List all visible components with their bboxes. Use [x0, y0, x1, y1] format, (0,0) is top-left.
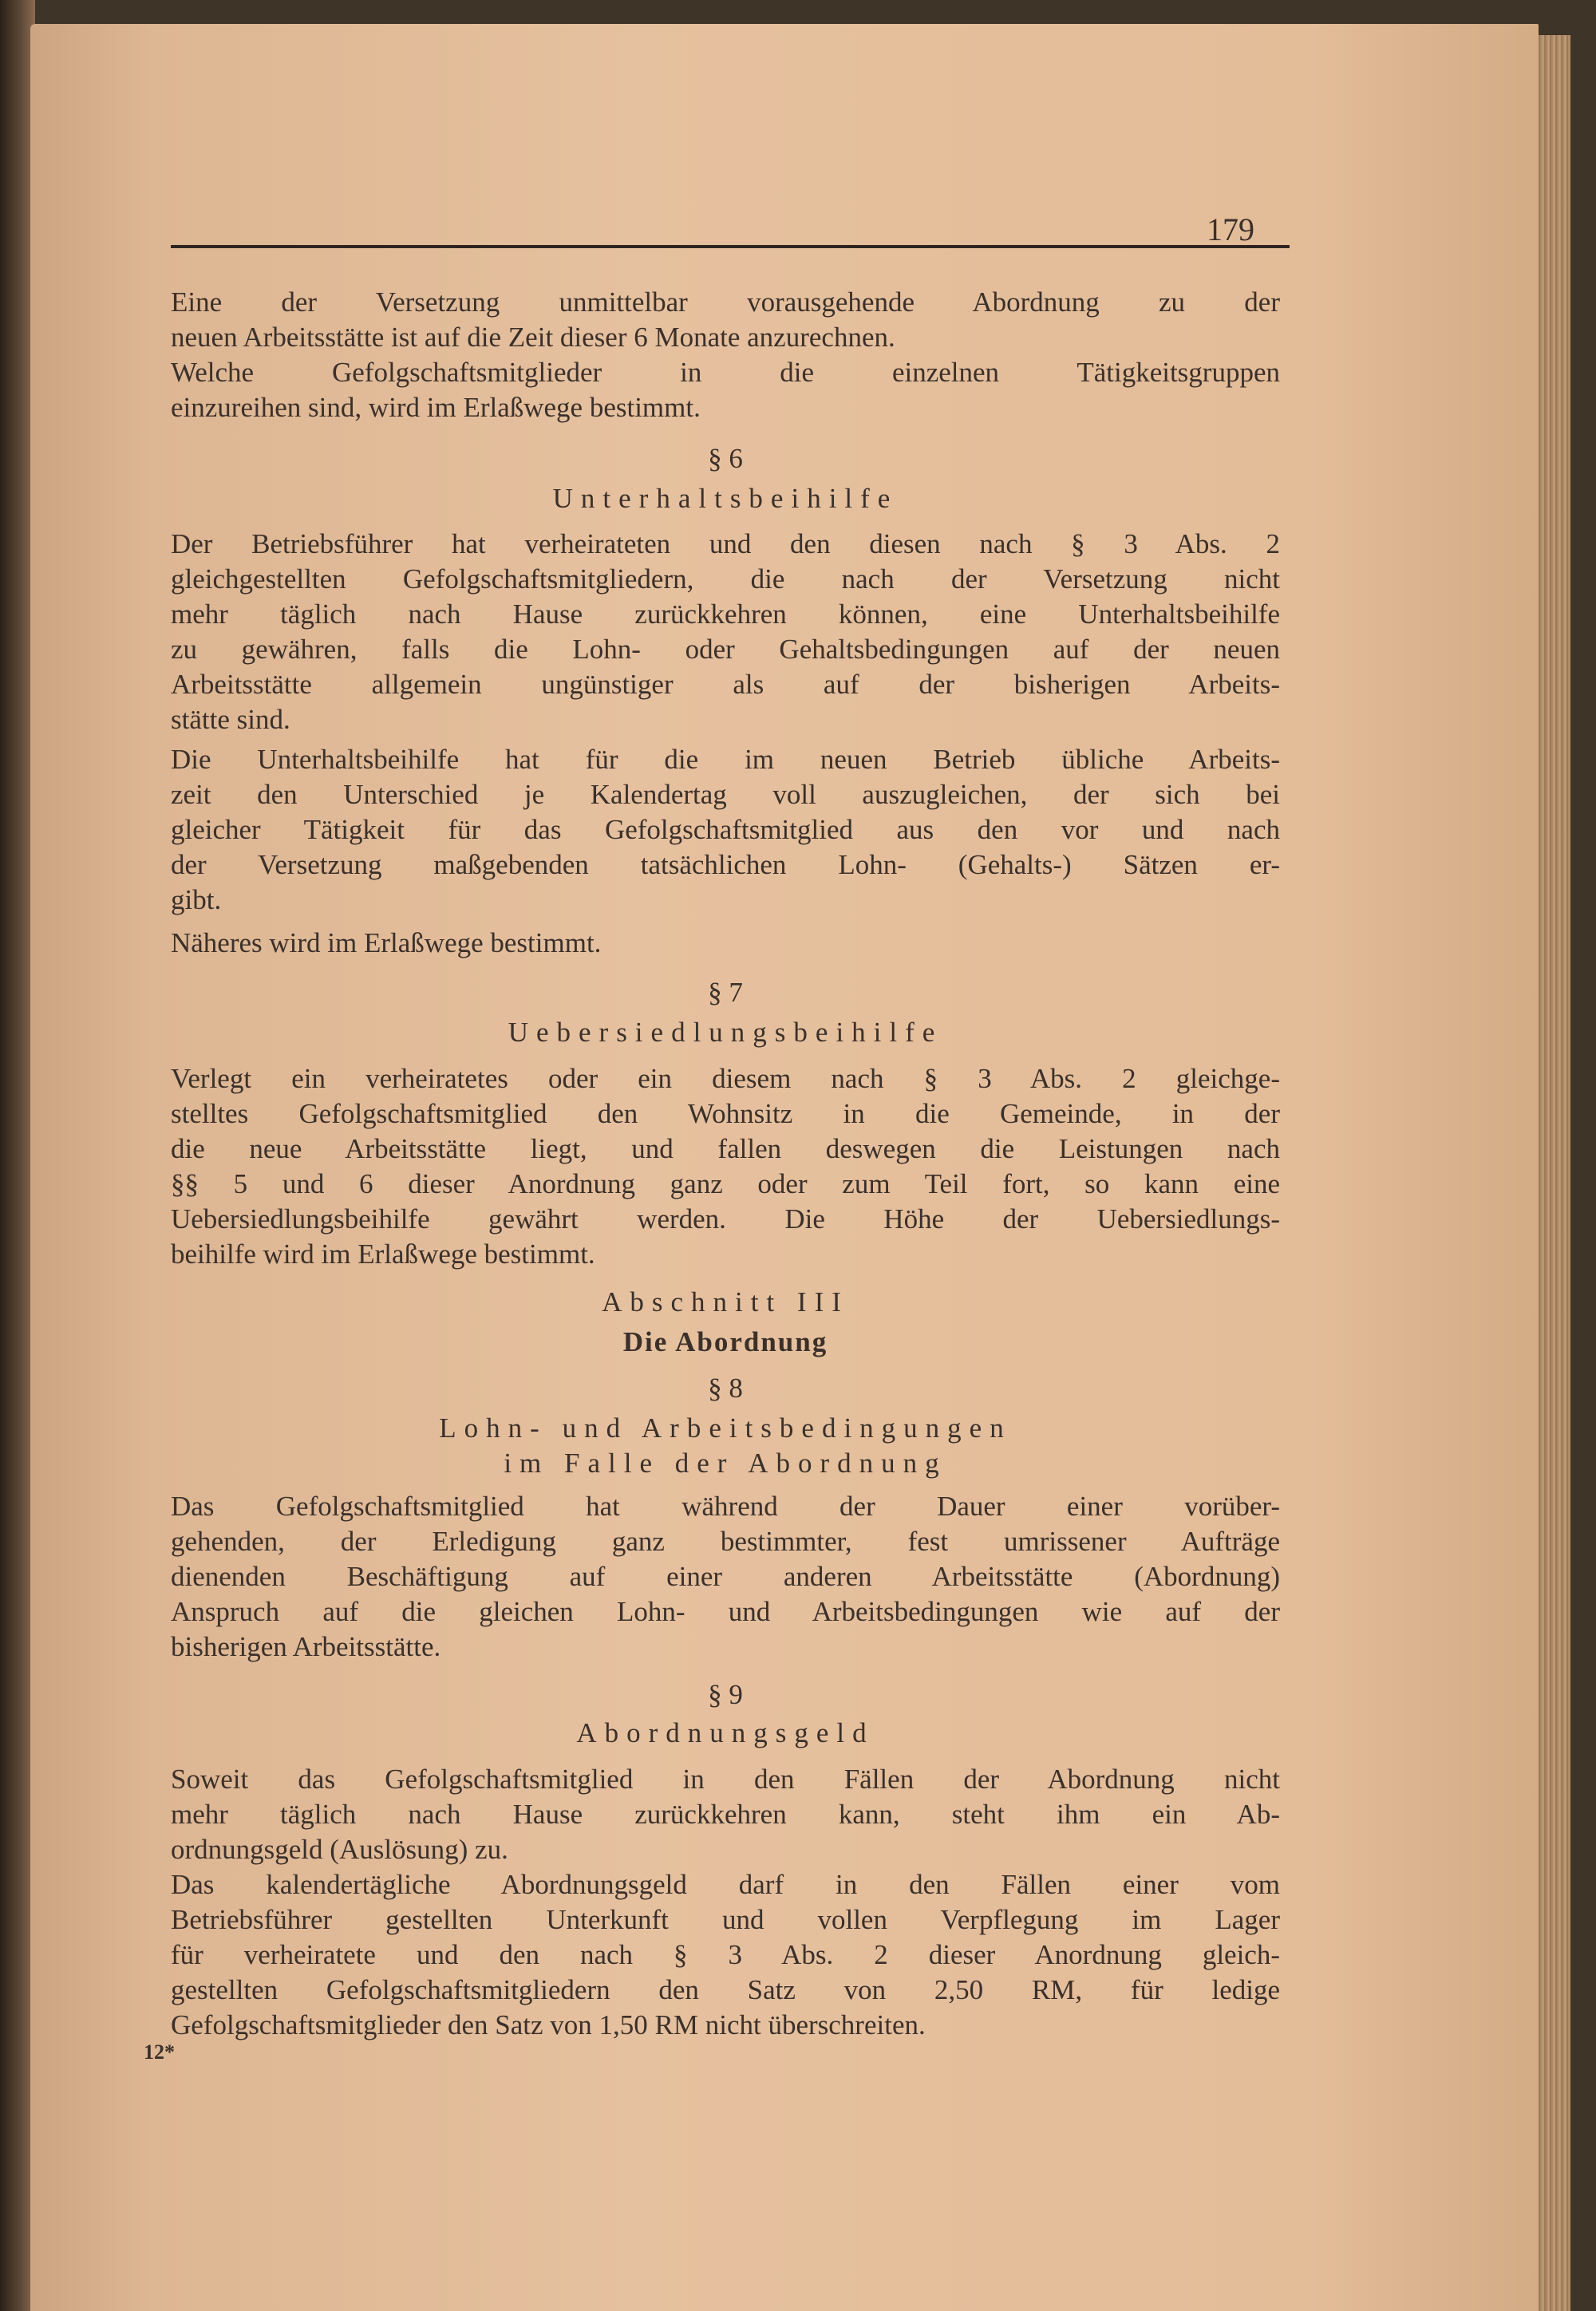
- body-line: die neue Arbeitsstätte liegt, und fallen deswegen die Leistungen nach: [171, 1133, 1280, 1164]
- body-line: Welche Gefolgschaftsmitglieder in die einzelnen Tätigkeitsgruppen: [171, 357, 1280, 388]
- section-heading: Lohn- und Arbeitsbedingungen: [439, 1412, 1012, 1444]
- body-line: gestellten Gefolgschaftsmitgliedern den Satz von 2,50 RM, für ledige: [171, 1974, 1280, 2005]
- body-line: einzureihen sind, wird im Erlaßwege bestimmt.: [171, 392, 701, 423]
- body-line: Soweit das Gefolgschaftsmitglied in den Fällen der Abordnung nicht: [171, 1764, 1280, 1795]
- body-line: §§ 5 und 6 dieser Anordnung ganz oder zum Teil fort, so kann eine: [171, 1168, 1280, 1199]
- body-line: Eine der Versetzung unmittelbar vorausgehende Abordnung zu der: [171, 286, 1280, 318]
- body-line: Betriebsführer gestellten Unterkunft und vollen Verpflegung im Lager: [171, 1904, 1280, 1935]
- body-line: gleichgestellten Gefolgschaftsmitgliedern, die nach der Versetzung nicht: [171, 563, 1280, 595]
- body-line: Gefolgschaftsmitglieder den Satz von 1,50 RM nicht überschreiten.: [171, 2009, 926, 2040]
- body-line: der Versetzung maßgebenden tatsächlichen Lohn- (Gehalts-) Sätzen er-: [171, 849, 1280, 880]
- body-line: mehr täglich nach Hause zurückkehren kann, steht ihm ein Ab-: [171, 1799, 1280, 1830]
- body-line: Näheres wird im Erlaßwege bestimmt.: [171, 927, 602, 958]
- body-line: für verheiratete und den nach § 3 Abs. 2 dieser Anordnung gleich-: [171, 1939, 1280, 1970]
- body-line: Die Unterhaltsbeihilfe hat für die im neuen Betrieb übliche Arbeits-: [171, 744, 1280, 775]
- body-line: Der Betriebsführer hat verheirateten und den diesen nach § 3 Abs. 2: [171, 528, 1280, 559]
- section-number: § 7: [708, 977, 743, 1008]
- body-line: Das Gefolgschaftsmitglied hat während der Dauer einer vorüber-: [171, 1491, 1280, 1522]
- section-heading: Uebersiedlungsbeihilfe: [508, 1017, 943, 1048]
- body-line: Uebersiedlungsbeihilfe gewährt werden. Die Höhe der Uebersiedlungs-: [171, 1203, 1280, 1235]
- body-line: gibt.: [171, 884, 222, 915]
- body-line: stelltes Gefolgschaftsmitglied den Wohnsitz in die Gemeinde, in der: [171, 1098, 1280, 1129]
- page-number: 179: [1207, 211, 1254, 247]
- body-line: gleicher Tätigkeit für das Gefolgschaftsmitglied aus den vor und nach: [171, 814, 1280, 845]
- section-number: § 6: [708, 443, 743, 474]
- body-line: mehr täglich nach Hause zurückkehren können, eine Unterhaltsbeihilfe: [171, 598, 1280, 630]
- body-line: bisherigen Arbeitsstätte.: [171, 1631, 441, 1662]
- body-line: zeit den Unterschied je Kalendertag voll auszugleichen, der sich bei: [171, 779, 1280, 810]
- body-line: Anspruch auf die gleichen Lohn- und Arbeitsbedingungen wie auf der: [171, 1596, 1280, 1627]
- body-line: stätte sind.: [171, 704, 290, 735]
- section-heading: Abordnungsgeld: [576, 1717, 875, 1748]
- body-line: beihilfe wird im Erlaßwege bestimmt.: [171, 1238, 595, 1270]
- body-line: Verlegt ein verheiratetes oder ein diesem nach § 3 Abs. 2 gleichge-: [171, 1063, 1280, 1094]
- header-rule: [171, 245, 1290, 248]
- section-number: § 8: [708, 1373, 743, 1404]
- body-line: gehenden, der Erledigung ganz bestimmter, fest umrissener Aufträge: [171, 1526, 1280, 1557]
- section-heading: Abschnitt III: [602, 1286, 849, 1317]
- body-line: Arbeitsstätte allgemein ungünstiger als auf der bisherigen Arbeits-: [171, 669, 1280, 700]
- section-heading: im Falle der Abordnung: [504, 1448, 947, 1479]
- body-line: ordnungsgeld (Auslösung) zu.: [171, 1834, 508, 1865]
- body-line: zu gewähren, falls die Lohn- oder Gehaltsbedingungen auf der neuen: [171, 634, 1280, 665]
- body-line: neuen Arbeitsstätte ist auf die Zeit dieser 6 Monate anzurechnen.: [171, 322, 895, 353]
- signature-mark: 12*: [144, 2040, 175, 2064]
- body-line: dienenden Beschäftigung auf einer anderen Arbeitsstätte (Abordnung): [171, 1561, 1280, 1592]
- section-heading: Unterhaltsbeihilfe: [552, 483, 899, 514]
- body-line: Das kalendertägliche Abordnungsgeld darf in den Fällen einer vom: [171, 1869, 1280, 1900]
- chapter-title: Die Abordnung: [622, 1326, 828, 1357]
- section-number: § 9: [708, 1679, 743, 1710]
